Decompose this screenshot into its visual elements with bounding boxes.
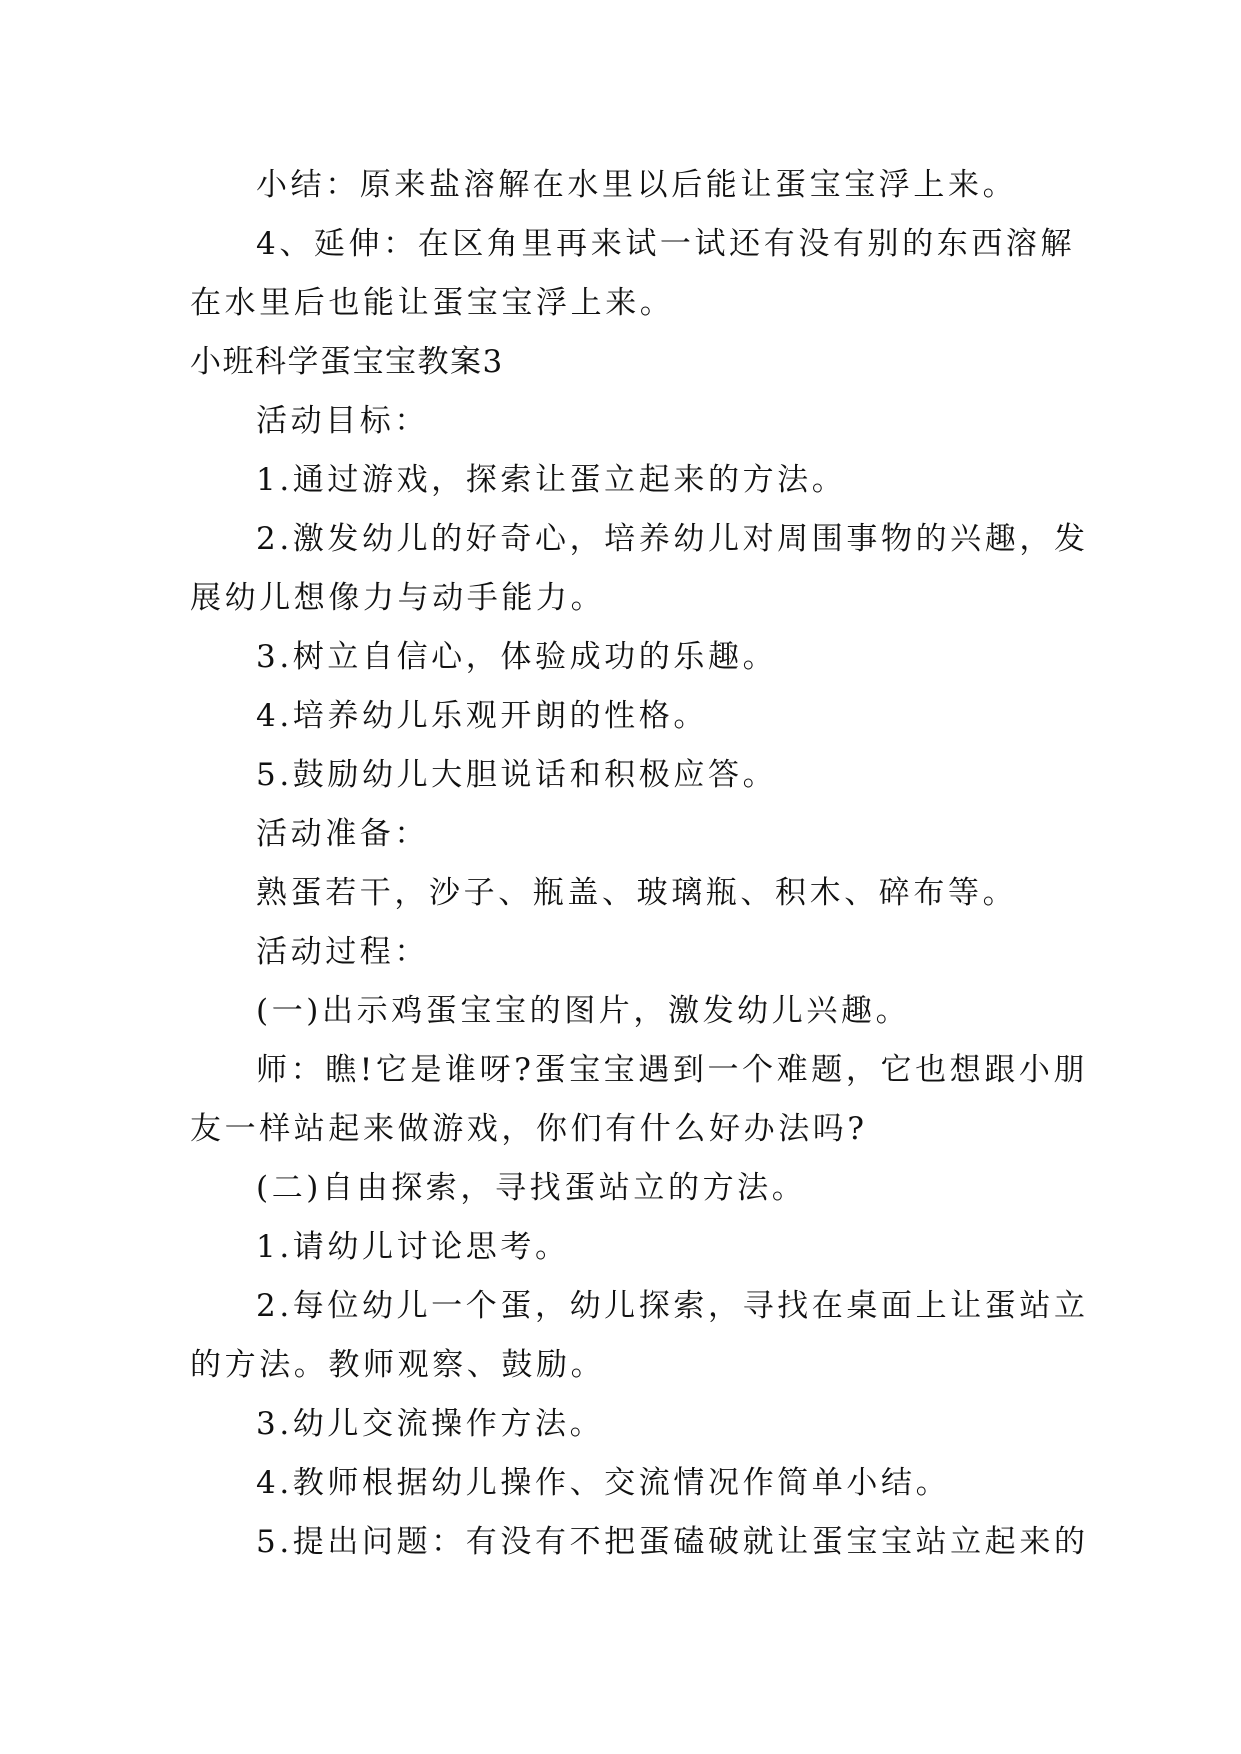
substep-2: 2.每位幼儿一个蛋，幼儿探索，寻找在桌面上让蛋站立 xyxy=(256,1288,1089,1324)
substep-2-continued: 的方法。教师观察、鼓励。 xyxy=(190,1347,606,1383)
process-step-1: (一)出示鸡蛋宝宝的图片，激发幼儿兴趣。 xyxy=(256,993,911,1029)
paragraph-extension-continued: 在水里后也能让蛋宝宝浮上来。 xyxy=(190,285,675,321)
activity-preparation-label: 活动准备： xyxy=(256,816,429,852)
paragraph-extension: 4、延伸：在区角里再来试一试还有没有别的东西溶解 xyxy=(256,226,1076,262)
substep-3: 3.幼儿交流操作方法。 xyxy=(256,1406,605,1442)
activity-process-label: 活动过程： xyxy=(256,934,429,970)
paragraph-summary: 小结：原来盐溶解在水里以后能让蛋宝宝浮上来。 xyxy=(256,167,1018,203)
goal-item-4: 4.培养幼儿乐观开朗的性格。 xyxy=(256,698,708,734)
substep-5: 5.提出问题：有没有不把蛋磕破就让蛋宝宝站立起来的 xyxy=(256,1524,1089,1560)
teacher-dialogue: 师：瞧!它是谁呀?蛋宝宝遇到一个难题，它也想跟小朋 xyxy=(256,1052,1089,1088)
section-heading: 小班科学蛋宝宝教案3 xyxy=(190,344,504,380)
goal-item-1: 1.通过游戏，探索让蛋立起来的方法。 xyxy=(256,462,847,498)
preparation-materials: 熟蛋若干，沙子、瓶盖、玻璃瓶、积木、碎布等。 xyxy=(256,875,1018,911)
process-step-2: (二)自由探索，寻找蛋站立的方法。 xyxy=(256,1170,807,1206)
goal-item-3: 3.树立自信心，体验成功的乐趣。 xyxy=(256,639,778,675)
goal-item-2: 2.激发幼儿的好奇心，培养幼儿对周围事物的兴趣，发 xyxy=(256,521,1089,557)
substep-4: 4.教师根据幼儿操作、交流情况作简单小结。 xyxy=(256,1465,951,1501)
goal-item-2-continued: 展幼儿想像力与动手能力。 xyxy=(190,580,606,616)
goal-item-5: 5.鼓励幼儿大胆说话和积极应答。 xyxy=(256,757,778,793)
teacher-dialogue-continued: 友一样站起来做游戏，你们有什么好办法吗? xyxy=(190,1111,868,1147)
activity-goals-label: 活动目标： xyxy=(256,403,429,439)
substep-1: 1.请幼儿讨论思考。 xyxy=(256,1229,570,1265)
